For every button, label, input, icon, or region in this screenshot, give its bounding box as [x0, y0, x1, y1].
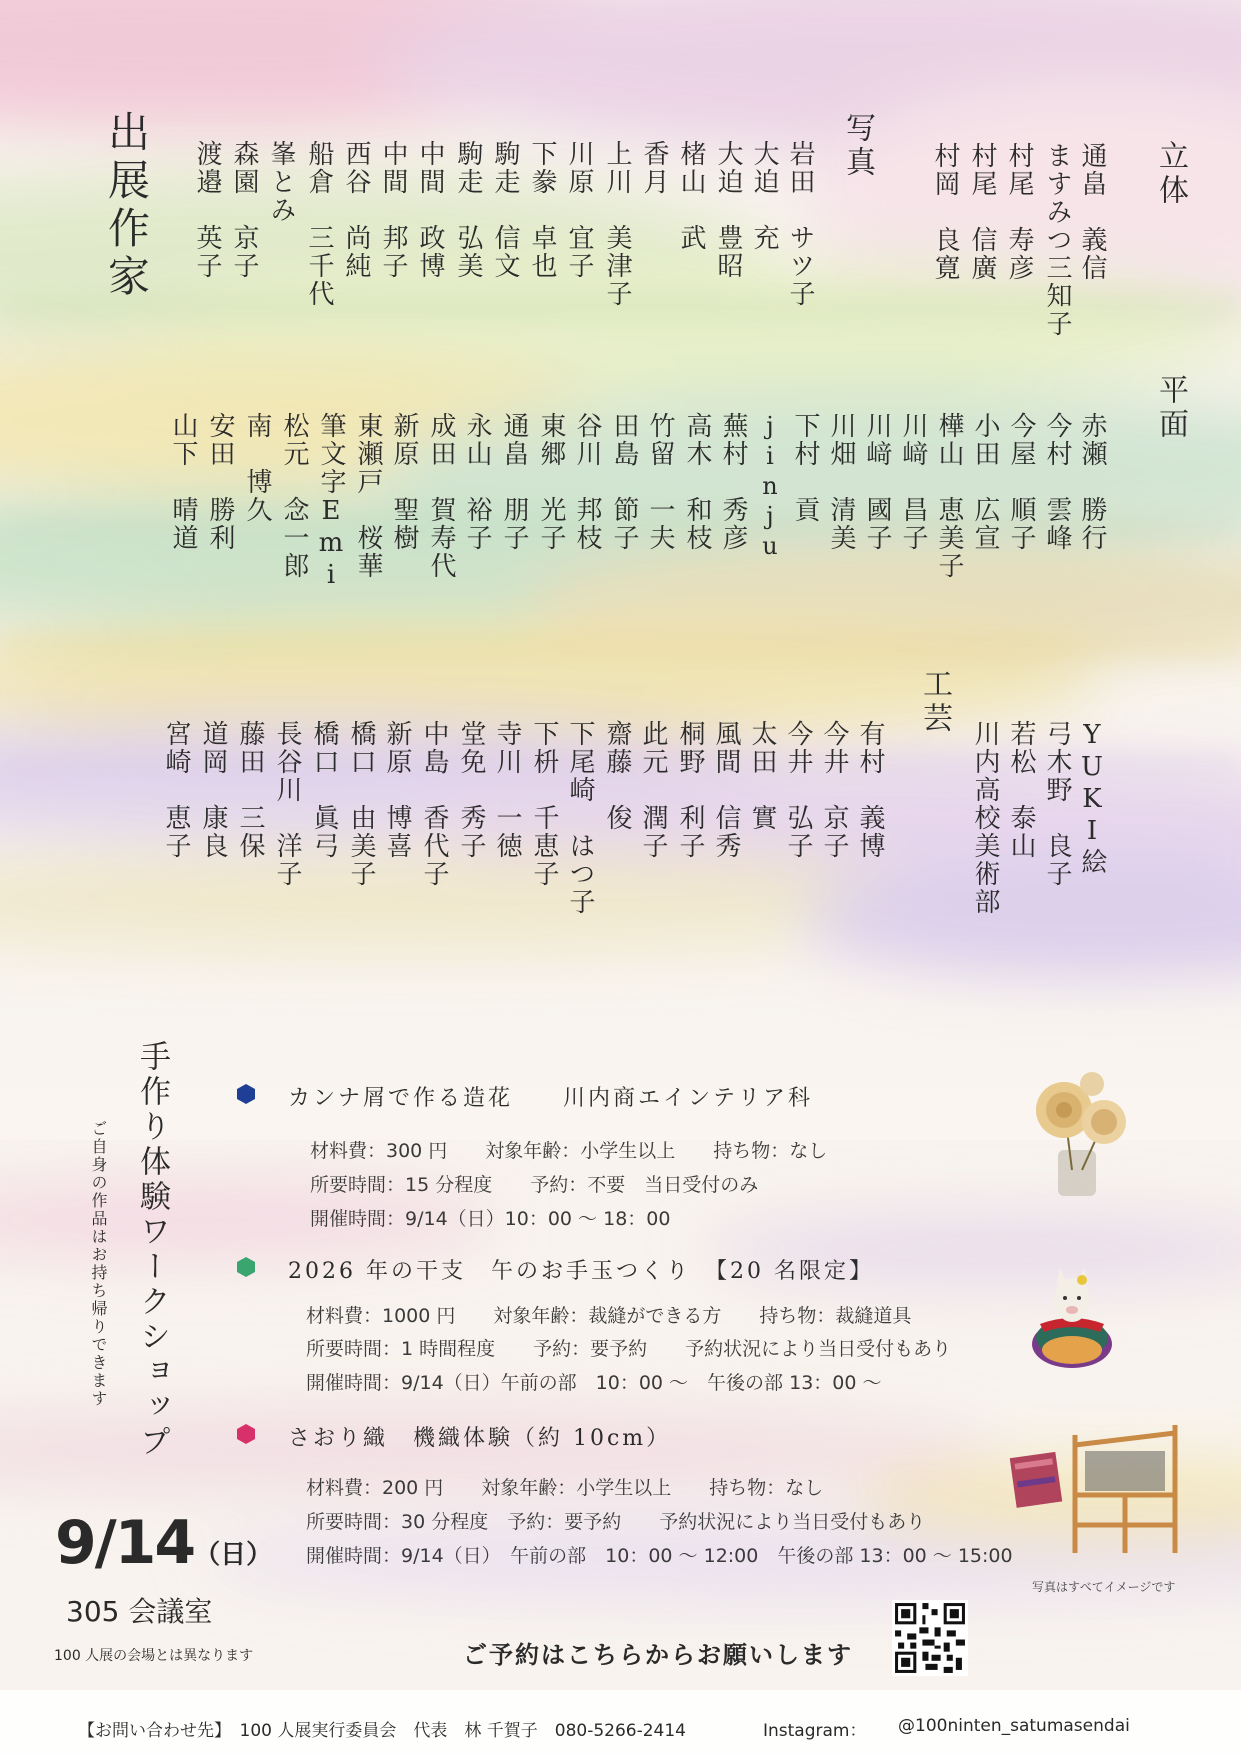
exhibitor-name: 太田 實 — [747, 720, 777, 832]
exhibitor-name: 川﨑 國子 — [862, 412, 892, 552]
exhibitor-name: 風間 信秀 — [711, 720, 741, 860]
exhibitor-name: 小田 広宣 — [970, 412, 1000, 552]
exhibitor-name: 川﨑 昌子 — [898, 412, 928, 552]
qr-code-icon[interactable] — [892, 1600, 968, 1676]
exhibitor-name: 岩田 サツ子 — [785, 140, 815, 308]
workshop-detail: 所要時間：30 分程度 予約：要予約 予約状況により当日受付もあり — [306, 1511, 926, 1533]
hexagon-bullet-icon — [235, 1256, 257, 1278]
workshop-detail: 開催時間：9/14（日） 午前の部 10：00 ～ 12:00 午後の部 13：00 ～ 15:00 — [306, 1545, 1013, 1567]
exhibitor-name: 下豢 卓也 — [527, 140, 557, 280]
workshop-subtitle: ご自身の作品はお持ち帰りできます — [89, 1120, 108, 1408]
workshop-detail: 材料費：200 円 対象年齢：小学生以上 持ち物：なし — [306, 1477, 824, 1499]
exhibitor-name: 駒走 弘美 — [453, 140, 483, 280]
exhibitor-name: 通畠 朋子 — [499, 412, 529, 552]
workshop-name: カンナ屑で作る造花 川内商エインテリア科 — [288, 1086, 814, 1111]
exhibitor-name: 森園 京子 — [229, 140, 259, 280]
exhibitor-name: 通畠 義信 — [1077, 142, 1107, 282]
exhibitor-name: 藤田 三保 — [235, 720, 265, 860]
hexagon-bullet-icon — [235, 1423, 257, 1445]
exhibitor-name: 村尾 寿彦 — [1004, 142, 1034, 282]
section-heading-craft: 工芸 — [917, 668, 952, 736]
exhibitor-name: 新原 博喜 — [382, 720, 412, 860]
exhibitor-name: 南 博久 — [242, 412, 272, 524]
instagram-label: Instagram： — [763, 1721, 867, 1741]
workshop-name: 2026 年の干支 午のお手玉つくり 【20 名限定】 — [288, 1259, 874, 1284]
exhibitor-name: 堂免 秀子 — [456, 720, 486, 860]
exhibitor-name: 下尾崎 はつ子 — [565, 720, 595, 916]
exhibitor-name: 樺山 恵美子 — [934, 412, 964, 580]
exhibitor-name: 長谷川 洋子 — [272, 720, 302, 888]
event-weekday: （日） — [194, 1540, 273, 1570]
reserve-text: ご予約はこちらからお願いします — [463, 1640, 853, 1669]
exhibitor-name: 寺川 一徳 — [492, 720, 522, 860]
workshop-detail: 材料費：1000 円 対象年齢：裁縫ができる方 持ち物：裁縫道具 — [306, 1305, 912, 1327]
exhibitor-name: 若松 泰山 — [1006, 720, 1036, 860]
section-heading-2d: 平面 — [1153, 374, 1188, 442]
workshop-detail: 所要時間：15 分程度 予約：不要 当日受付のみ — [310, 1174, 759, 1196]
exhibitor-name: 中間 邦子 — [378, 140, 408, 280]
exhibitor-name: 今村 雲峰 — [1042, 412, 1072, 552]
exhibitor-name: 此元 潤子 — [638, 720, 668, 860]
exhibitor-name: 橋口 由美子 — [346, 720, 376, 888]
instagram-handle[interactable]: @100ninten_satumasendai — [898, 1716, 1130, 1736]
workshop-detail: 所要時間：1 時間程度 予約：要予約 予約状況により当日受付もあり — [306, 1338, 952, 1360]
exhibitor-name: 香月 — [639, 140, 669, 196]
exhibitor-name: 竹留 一夫 — [645, 412, 675, 552]
exhibitor-name: 大迫 充 — [749, 140, 779, 252]
event-date-number: 9/14 — [55, 1508, 195, 1578]
exhibitor-name: 成田 賀寿代 — [426, 412, 456, 580]
exhibitor-name: 田島 節子 — [609, 412, 639, 552]
exhibitor-name: 楮山 武 — [676, 140, 706, 252]
exhibitor-name: 宮崎 恵子 — [161, 720, 191, 860]
exhibitor-name: jinju — [756, 412, 784, 562]
workshop-title: 手作り体験ワークショップ — [134, 1040, 170, 1460]
exhibitor-name: 大迫 豊昭 — [713, 140, 743, 280]
exhibitor-name: 蕪村 秀彦 — [718, 412, 748, 552]
venue-note: 100 人展の会場とは異なります — [54, 1648, 254, 1664]
exhibitor-name: 峯とみ — [266, 140, 296, 224]
exhibitor-name: 今屋 順子 — [1006, 412, 1036, 552]
workshop-detail: 開催時間：9/14（日）午前の部 10：00 ～ 午後の部 13：00 ～ — [306, 1372, 882, 1394]
exhibitor-name: 高木 和枝 — [682, 412, 712, 552]
exhibitor-name: 東瀬戸 桜華 — [353, 412, 383, 580]
workshop-detail: 材料費：300 円 対象年齢：小学生以上 持ち物：なし — [310, 1140, 828, 1162]
exhibitor-name: 齋藤 俊 — [602, 720, 632, 832]
exhibitor-name: 中間 政博 — [415, 140, 445, 280]
exhibitor-name: 東郷 光子 — [536, 412, 566, 552]
exhibitor-name: 桐野 利子 — [675, 720, 705, 860]
exhibitor-name: 下村 貢 — [790, 412, 820, 524]
exhibitor-name: 筆文字Emi — [316, 412, 346, 592]
exhibitor-name: 駒走 信文 — [490, 140, 520, 280]
exhibitor-name: 船倉 三千代 — [304, 140, 334, 308]
exhibitor-name: 川原 宜子 — [564, 140, 594, 280]
exhibitor-name: 今井 京子 — [819, 720, 849, 860]
exhibitor-name: 中島 香代子 — [419, 720, 449, 888]
exhibitor-name: 赤瀬 勝行 — [1077, 412, 1107, 552]
exhibitor-name: 弓木野 良子 — [1042, 720, 1072, 888]
exhibitor-name: 有村 義博 — [855, 720, 885, 860]
exhibitor-name: 川畑 清美 — [826, 412, 856, 552]
exhibitor-name: 上川 美津子 — [602, 140, 632, 308]
image-note: 写真はすべてイメージです — [1032, 1580, 1176, 1594]
exhibitor-name: YUKI絵 — [1077, 720, 1107, 876]
event-date — [55, 1508, 272, 1578]
workshop-name: さおり織 機織体験（約 10cm） — [288, 1426, 672, 1451]
hexagon-bullet-icon — [235, 1083, 257, 1105]
exhibitor-name: 今井 弘子 — [783, 720, 813, 860]
exhibitor-name: 村岡 良寛 — [930, 142, 960, 282]
loom-icon — [1005, 1415, 1190, 1555]
exhibitor-name: 安田 勝利 — [205, 412, 235, 552]
paper-flower-icon — [1022, 1070, 1132, 1200]
section-heading-photo: 写真 — [840, 112, 875, 180]
exhibitors-title: 出展作家 — [102, 110, 151, 302]
exhibitor-name: 谷川 邦枝 — [572, 412, 602, 552]
exhibitor-name: 渡邉 英子 — [192, 140, 222, 280]
event-room: 305 会議室 — [66, 1595, 213, 1628]
workshop-detail: 開催時間：9/14（日）10：00 ～ 18：00 — [310, 1208, 671, 1230]
horse-beanbag-icon — [1022, 1262, 1122, 1372]
exhibitor-name: 山下 晴道 — [168, 412, 198, 552]
exhibitor-name: 新原 聖樹 — [389, 412, 419, 552]
exhibitor-name: 松元 念一郎 — [279, 412, 309, 580]
exhibitor-name: 下枡 千恵子 — [529, 720, 559, 888]
exhibitor-name: 西谷 尚純 — [341, 140, 371, 280]
exhibitor-name: ますみつ三知子 — [1042, 142, 1072, 338]
exhibitor-name: 村尾 信廣 — [967, 142, 997, 282]
contact-info: 【お問い合わせ先】 100 人展実行委員会 代表 林 千賀子 080-5266-2414 — [78, 1721, 686, 1741]
section-heading-3d: 立体 — [1153, 140, 1188, 208]
exhibitor-name: 川内高校美術部 — [970, 720, 1000, 916]
exhibitor-name: 道岡 康良 — [198, 720, 228, 860]
exhibitor-name: 永山 裕子 — [462, 412, 492, 552]
exhibitor-name: 橋口 眞弓 — [309, 720, 339, 860]
